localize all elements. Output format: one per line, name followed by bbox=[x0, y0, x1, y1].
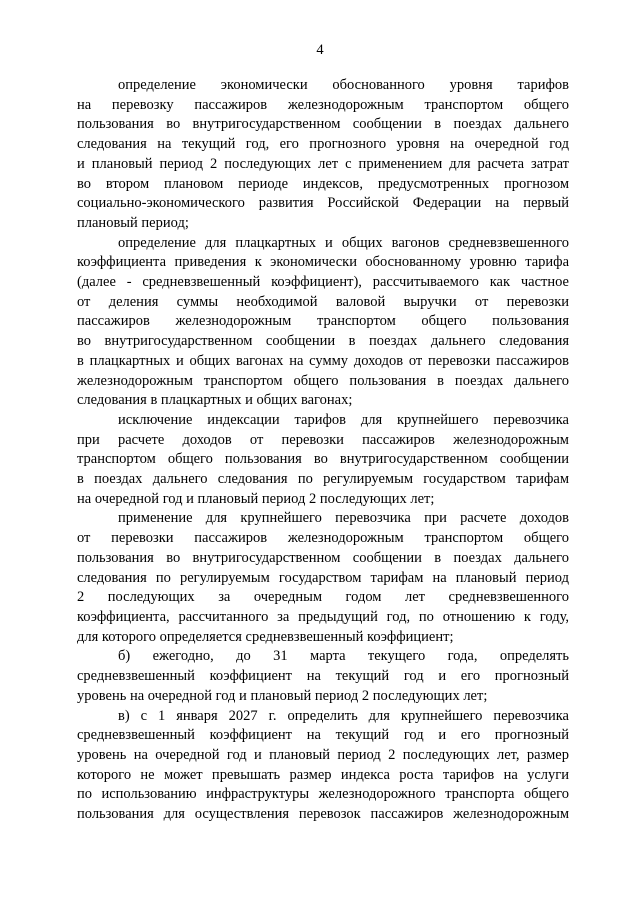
text-line: коэффициента, рассчитанного за предыдущий год, по отношению к году, bbox=[77, 608, 569, 625]
paragraph bbox=[77, 647, 569, 706]
text-line: от перевозки пассажиров железнодорожным транспортом общего bbox=[77, 530, 569, 547]
text-line: пользования во внутригосударственном сообщении в поездах дальнего bbox=[77, 116, 569, 133]
document-body bbox=[77, 76, 569, 825]
text-line: уровень на очередной год и плановый период 2 последующих лет; bbox=[77, 687, 488, 704]
text-line: коэффициента приведения к экономически обоснованному уровню тарифа bbox=[77, 254, 569, 271]
text-line: от деления суммы необходимой валовой выручки от перевозки bbox=[77, 293, 569, 310]
text-line: следования по регулируемым государством тарифам на плановый период bbox=[77, 569, 569, 586]
text-line: б) ежегодно, до 31 марта текущего года, определять bbox=[118, 648, 569, 665]
text-line: пользования для осуществления перевозок пассажиров железнодорожным bbox=[77, 806, 569, 823]
text-line: исключение индексации тарифов для крупнейшего перевозчика bbox=[118, 411, 569, 428]
text-line: при расчете доходов от перевозки пассажиров железнодорожным bbox=[77, 431, 569, 448]
text-line: на перевозку пассажиров железнодорожным транспортом общего bbox=[77, 96, 569, 113]
paragraph bbox=[77, 509, 569, 647]
paragraph bbox=[77, 411, 569, 510]
text-line: средневзвешенный коэффициент на текущий год и его прогнозный bbox=[77, 668, 569, 685]
text-line: в плацкартных и общих вагонах на сумму доходов от перевозки пассажиров bbox=[77, 352, 569, 369]
text-line: в поездах дальнего следования по регулируемым государством тарифам bbox=[77, 471, 569, 488]
text-line: 2 последующих за очередным годом лет средневзвешенного bbox=[77, 589, 569, 606]
paragraph bbox=[77, 234, 569, 411]
text-line: следования в плацкартных и общих вагонах; bbox=[77, 392, 353, 409]
text-line: применение для крупнейшего перевозчика при расчете доходов bbox=[118, 510, 569, 527]
page-number: 4 bbox=[316, 42, 324, 58]
text-line: на очередной год и плановый период 2 последующих лет; bbox=[77, 490, 435, 507]
text-line: средневзвешенный коэффициент на текущий год и его прогнозный bbox=[77, 727, 569, 744]
text-line: и плановый период 2 последующих лет с применением для расчета затрат bbox=[77, 155, 569, 172]
text-line: социально-экономического развития Российской Федерации на первый bbox=[77, 195, 569, 212]
text-line: которого не может превышать размер индекса роста тарифов на услуги bbox=[77, 766, 569, 783]
text-line: определение экономически обоснованного уровня тарифов bbox=[118, 77, 569, 93]
text-line: во втором плановом периоде индексов, предусмотренных прогнозом bbox=[77, 175, 569, 192]
text-line: (далее - средневзвешенный коэффициент), рассчитываемого как частное bbox=[77, 274, 569, 291]
text-line: железнодорожным транспортом общего пользования в поездах дальнего bbox=[77, 372, 569, 389]
text-line: пассажиров железнодорожным транспортом общего пользования bbox=[77, 313, 569, 330]
text-line: определение для плацкартных и общих вагонов средневзвешенного bbox=[118, 234, 569, 251]
text-line: в) с 1 января 2027 г. определить для крупнейшего перевозчика bbox=[118, 707, 569, 724]
text-line: пользования во внутригосударственном сообщении в поездах дальнего bbox=[77, 549, 569, 566]
text-line: по использованию инфраструктуры железнодорожного транспорта общего bbox=[77, 786, 569, 803]
text-line: транспортом общего пользования во внутригосударственном сообщении bbox=[77, 451, 569, 468]
text-line: уровень на очередной год и плановый период 2 последующих лет, размер bbox=[77, 746, 569, 763]
text-line: плановый период; bbox=[77, 214, 189, 231]
paragraph bbox=[77, 76, 569, 234]
paragraph bbox=[77, 707, 569, 825]
text-line: во внутригосударственном сообщении в поездах дальнего следования bbox=[77, 333, 569, 350]
text-line: для которого определяется средневзвешенный коэффициент; bbox=[77, 628, 454, 645]
text-line: следования на текущий год, его прогнозного уровня на очередной год bbox=[77, 136, 569, 153]
